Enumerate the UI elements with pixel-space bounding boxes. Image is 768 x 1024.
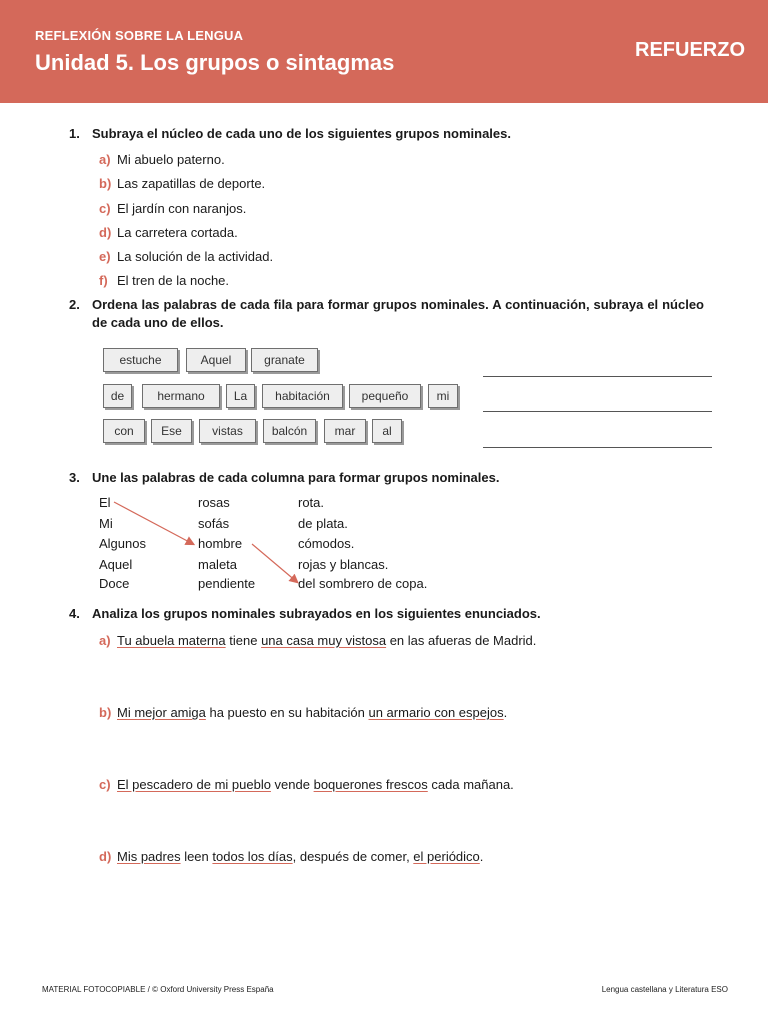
- item-letter: b): [99, 176, 112, 191]
- sentence-text: .: [503, 705, 508, 720]
- level-badge: REFUERZO: [635, 39, 745, 61]
- column-3-word: de plata.: [298, 516, 348, 531]
- footer-copyright: MATERIAL FOTOCOPIABLE / © Oxford University Press España: [42, 985, 274, 994]
- column-1-word: Algunos: [99, 536, 146, 551]
- sentence-text: .: [479, 849, 484, 864]
- column-2-word: pendiente: [198, 576, 256, 591]
- sentence-text: , después de comer,: [292, 849, 414, 864]
- question-prompt: Ordena las palabras de cada fila para formar grupos nominales. A continuación, subraya el núcleo de cada uno de ellos.: [92, 297, 704, 330]
- item-letter: a): [99, 152, 111, 167]
- word-tile[interactable]: con: [103, 419, 145, 443]
- question-number: 1.: [69, 126, 80, 141]
- underlined-group: boquerones frescos: [313, 777, 428, 792]
- example-arrow-1: [114, 502, 193, 544]
- word-tile[interactable]: La: [226, 384, 255, 408]
- word-tile[interactable]: hermano: [142, 384, 220, 408]
- question-prompt: Une las palabras de cada columna para formar grupos nominales.: [92, 470, 500, 485]
- column-3-word: rota.: [298, 495, 325, 510]
- word-tile[interactable]: al: [372, 419, 402, 443]
- item-text: Mi abuelo paterno.: [117, 152, 225, 167]
- item-letter: f): [99, 273, 108, 288]
- underlined-group: una casa muy vistosa: [261, 633, 387, 648]
- question-number: 3.: [69, 470, 80, 485]
- footer-book-title: Lengua castellana y Literatura ESO: [601, 985, 728, 994]
- sentence-c: [99, 777, 514, 793]
- item-text: Las zapatillas de deporte.: [117, 176, 266, 191]
- underlined-group: el periódico: [413, 849, 480, 864]
- column-1-word: Aquel: [99, 557, 133, 572]
- sentence-text: en las afueras de Madrid.: [386, 633, 537, 648]
- item-letter: e): [99, 249, 111, 264]
- column-1-word: El: [99, 495, 111, 510]
- word-tile[interactable]: granate: [251, 348, 318, 372]
- item-letter: c): [99, 201, 111, 216]
- sentence-text: vende: [270, 777, 314, 792]
- item-text: La carretera cortada.: [117, 225, 238, 240]
- column-2-word: maleta: [198, 557, 238, 572]
- item-letter: c): [99, 777, 111, 792]
- question-number: 4.: [69, 606, 80, 621]
- word-tile[interactable]: estuche: [103, 348, 178, 372]
- underlined-group: Mi mejor amiga: [117, 705, 206, 720]
- word-tile[interactable]: mar: [324, 419, 366, 443]
- column-3-word: cómodos.: [298, 536, 355, 551]
- word-tile[interactable]: Aquel: [186, 348, 246, 372]
- word-tile[interactable]: de: [103, 384, 132, 408]
- sentence-text: leen: [180, 849, 213, 864]
- sentence-text: cada mañana.: [427, 777, 514, 792]
- underlined-group: un armario con espejos: [368, 705, 504, 720]
- sentence-text: tiene: [225, 633, 262, 648]
- column-3-word: del sombrero de copa.: [298, 576, 428, 591]
- word-tile[interactable]: vistas: [199, 419, 256, 443]
- sentence-b: [99, 705, 507, 721]
- underlined-group: Mis padres: [117, 849, 181, 864]
- word-tile[interactable]: habitación: [262, 384, 343, 408]
- question-prompt: Subraya el núcleo de cada uno de los siguientes grupos nominales.: [92, 126, 511, 141]
- column-2-word: sofás: [198, 516, 230, 531]
- word-tile[interactable]: mi: [428, 384, 458, 408]
- word-tile[interactable]: pequeño: [349, 384, 421, 408]
- column-1-word: Doce: [99, 576, 130, 591]
- column-2-word: rosas: [198, 495, 230, 510]
- underlined-group: El pescadero de mi pueblo: [117, 777, 271, 792]
- item-text: El tren de la noche.: [117, 273, 230, 288]
- item-letter: d): [99, 225, 112, 240]
- question-prompt: Analiza los grupos nominales subrayados en los siguientes enunciados.: [92, 606, 541, 621]
- question-number: 2.: [69, 297, 80, 312]
- column-2-word: hombre: [198, 536, 243, 551]
- column-1-word: Mi: [99, 516, 113, 531]
- column-3-word: rojas y blancas.: [298, 557, 389, 572]
- section-kicker: REFLEXIÓN SOBRE LA LENGUA: [35, 28, 244, 43]
- word-tile[interactable]: Ese: [151, 419, 192, 443]
- item-letter: b): [99, 705, 112, 720]
- word-tile[interactable]: balcón: [263, 419, 316, 443]
- item-text: El jardín con naranjos.: [117, 201, 247, 216]
- underlined-group: todos los días: [212, 849, 293, 864]
- item-letter: d): [99, 849, 112, 864]
- sentence-a: [99, 633, 536, 649]
- page-title: Unidad 5. Los grupos o sintagmas: [35, 50, 395, 75]
- item-letter: a): [99, 633, 111, 648]
- example-arrow-2: [252, 544, 297, 582]
- sentence-d: [99, 849, 483, 865]
- item-text: La solución de la actividad.: [117, 249, 274, 264]
- underlined-group: Tu abuela materna: [117, 633, 226, 648]
- sentence-text: ha puesto en su habitación: [205, 705, 369, 720]
